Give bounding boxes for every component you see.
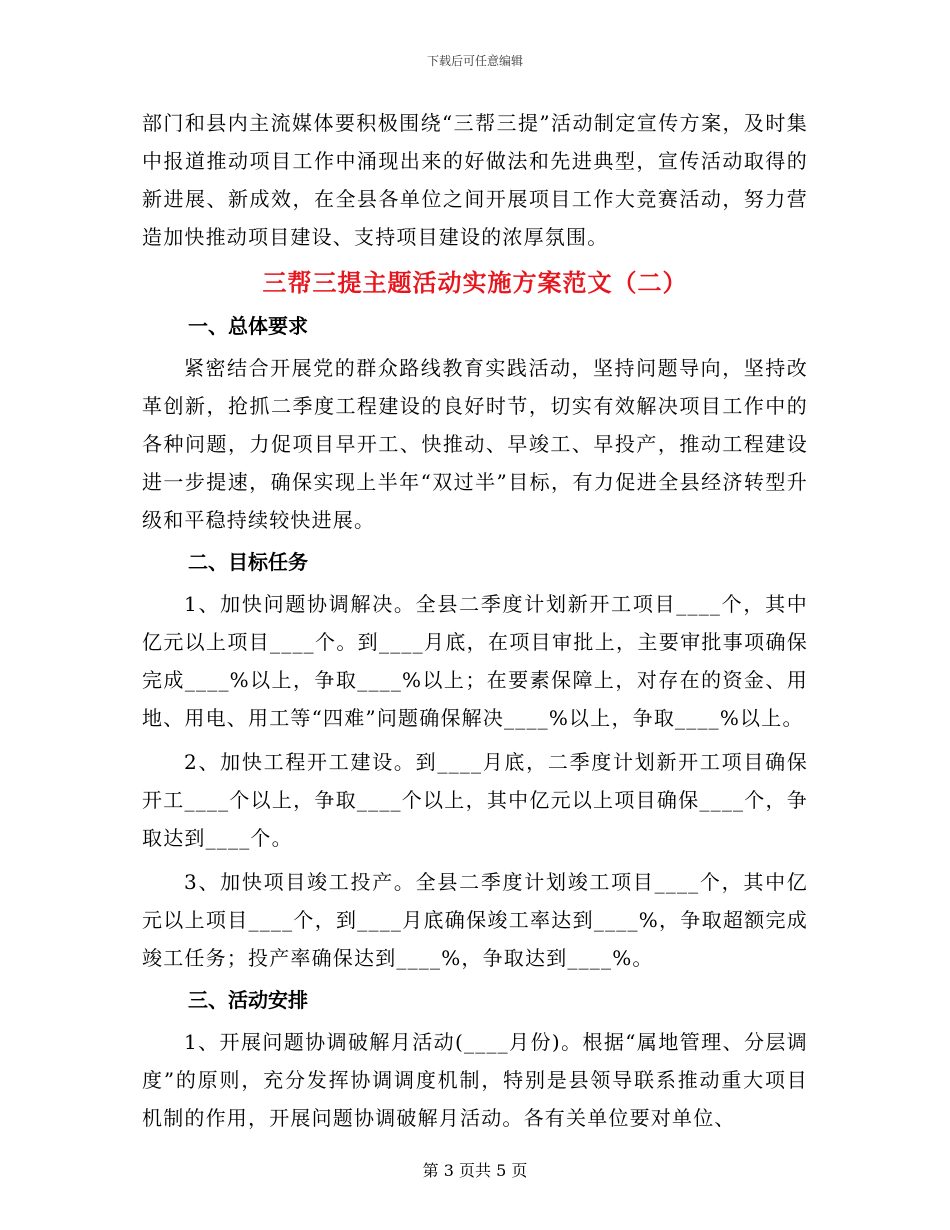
document-title: 三帮三提主题活动实施方案范文（二） xyxy=(262,268,688,297)
document-body xyxy=(142,104,808,1137)
section-activity-arrangement xyxy=(142,981,808,1137)
section-target-tasks xyxy=(142,543,808,977)
intro-paragraph: 部门和县内主流媒体要积极围绕“三帮三提”活动制定宣传方案，及时集中报道推动项目工作中涌现出来的好做法和先进典型，宣传活动取得的新进展、新成效，在全县各单位之间开展项目工作大竞赛活动，努力营造加快推动项目建设、支持项目建设的浓厚氛围。 xyxy=(142,111,808,249)
section-paragraph: 1、加快问题协调解决。全县二季度计划新开工项目____个，其中亿元以上项目____个。到____月底，在项目审批上，主要审批事项确保完成____%以上，争取____%以上；在要素保障上，对存在的资金、用地、用电、用工等“四难”问题确保解决____%以上，争取____%以上。 xyxy=(142,592,808,730)
section-paragraph: 2、加快工程开工建设。到____月底，二季度计划新开工项目确保开工____个以上，争取____个以上，其中亿元以上项目确保____个，争取达到____个。 xyxy=(142,750,808,850)
section-paragraph: 紧密结合开展党的群众路线教育实践活动，坚持问题导向，坚持改革创新，抢抓二季度工程建设的良好时节，切实有效解决项目工作中的各种问题，力促项目早开工、快推动、早竣工、早投产，推动工程建设进一步提速，确保实现上半年“双过半”目标，有力促进全县经济转型升级和平稳持续较快进展。 xyxy=(142,356,808,532)
section-heading: 一、总体要求 xyxy=(188,314,308,338)
section-heading: 三、活动安排 xyxy=(188,988,308,1012)
section-general-requirements xyxy=(142,307,808,539)
section-heading: 二、目标任务 xyxy=(188,550,308,574)
page-number: 第 3 页共 5 页 xyxy=(422,1161,528,1180)
header-note: 下载后可任意编辑 xyxy=(426,54,523,68)
section-paragraph: 1、开展问题协调破解月活动(____月份)。根据“属地管理、分层调度”的原则，充分发挥协调调度机制，特别是县领导联系推动重大项目机制的作用，开展问题协调破解月活动。各有关单位要对单位、 xyxy=(142,1030,808,1130)
section-paragraph: 3、加快项目竣工投产。全县二季度计划竣工项目____个，其中亿元以上项目____个，到____月底确保竣工率达到____%，争取超额完成竣工任务；投产率确保达到____%，争取达到____%。 xyxy=(142,870,808,970)
